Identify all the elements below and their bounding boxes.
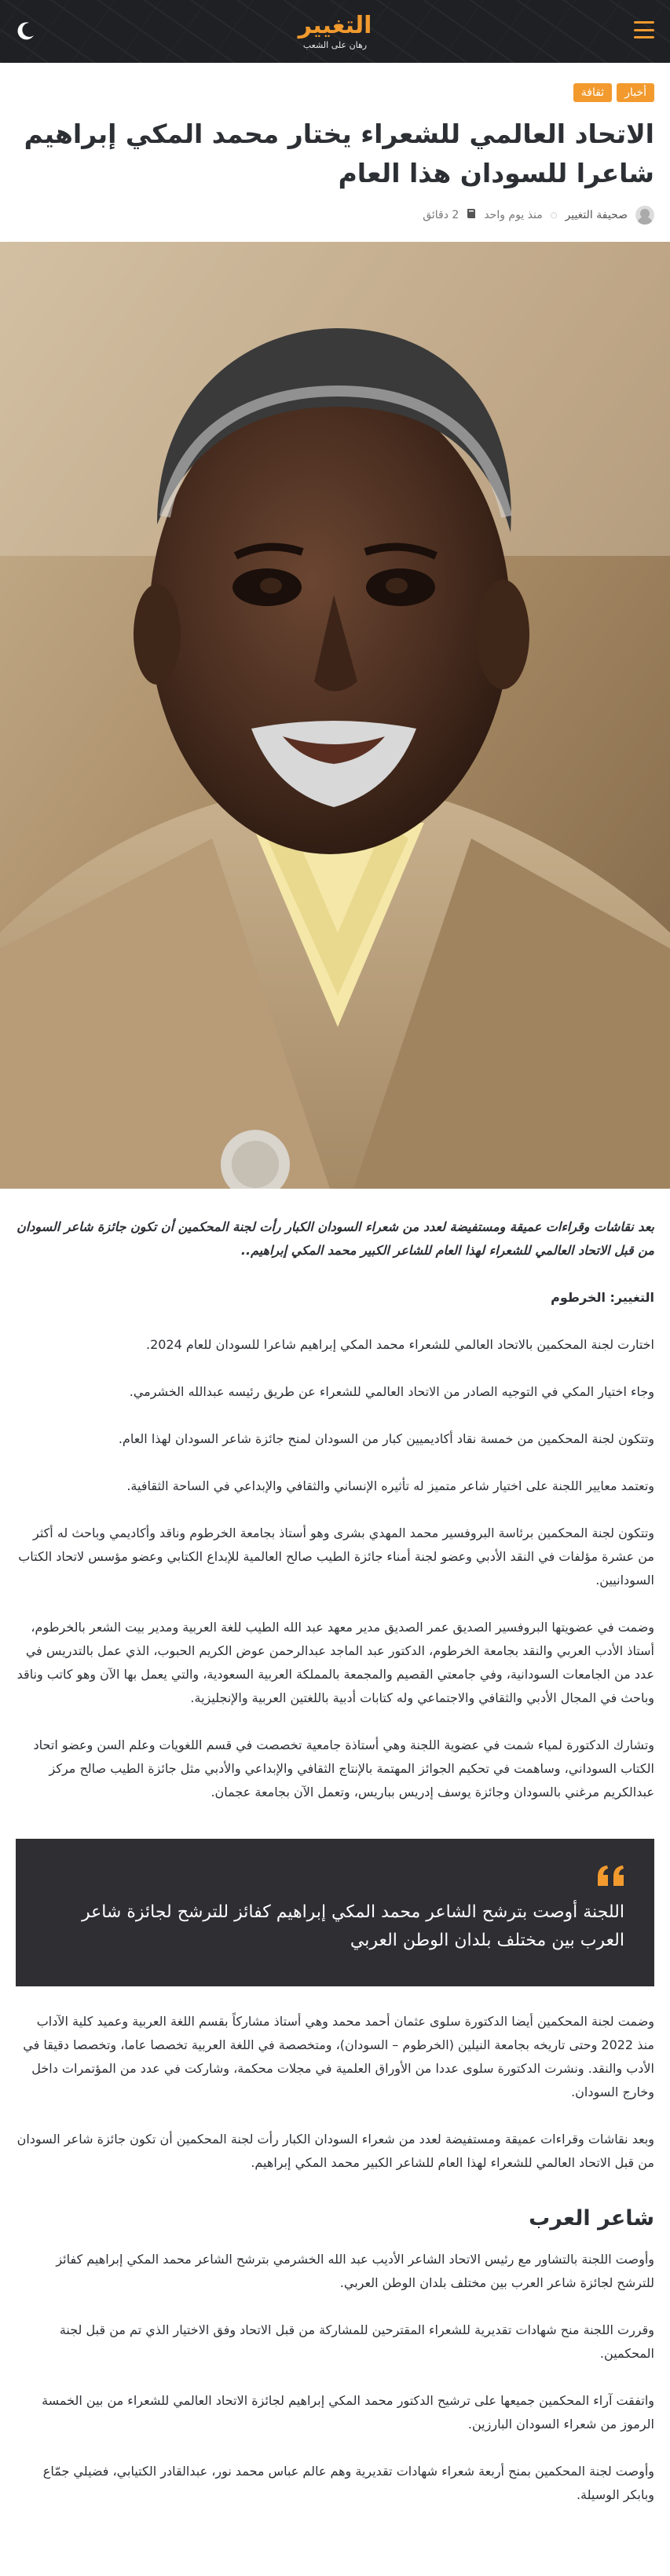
article-paragraph: وتتكون لجنة المحكمين برئاسة البروفسير محمد المهدي بشرى وهو أستاذ بجامعة الخرطوم وناقد وأكاديمي وباحث له أكثر من عشرة مؤلفات في النقد الأدبي وعضو لجنة أمناء جائزة الطيب صالح العالمية للإبداع الكتابي وعضو مؤسس لاتحاد الكتاب السودانيين. [18, 1526, 654, 1588]
category-list [16, 83, 654, 102]
article-lead: بعد نقاشات وقراءات عميقة ومستفيضة لعدد من شعراء السودان الكبار رأت لجنة المحكمين أن تكون جائزة شاعر السودان من قبل الاتحاد العالمي للشعراء لهذا العام للشاعر الكبير محمد المكي إبراهيم.. [16, 1219, 654, 1258]
category-tag-news[interactable]: أخبار [617, 83, 654, 102]
quote-icon [598, 1865, 624, 1886]
article-header [0, 63, 670, 242]
article-paragraph: وضمت في عضويتها البروفسير الصديق عمر الصديق مدير معهد عبد الله الطيب للغة العربية ومدير بيت الشعر بالخرطوم، أستاذ الأدب العربي والنقد بجامعة الخرطوم، الدكتور عبد الماجد عبدالرحمن عوض الكريم الحبوب، الذي عمل بالتدريس في عدد من الجامعات السودانية، وفي جامعتي القصيم والمجمعة بالمملكة العربية السعودية، والتي يعمل بها الآن وهو كاتب وناقد وباحث في المجال الأدبي والثقافي والاجتماعي وله كتابات أدبية باللغتين العربية والإنجليزية. [16, 1620, 654, 1705]
book-icon [467, 208, 476, 222]
portrait-illustration [0, 242, 670, 1189]
article-meta [16, 206, 654, 242]
article-paragraph: اختارت لجنة المحكمين بالاتحاد العالمي للشعراء محمد المكي إبراهيم شاعرا للسودان للعام 2024. [145, 1337, 654, 1352]
publish-time: منذ يوم واحد [484, 209, 543, 221]
article-paragraph: وتعتمد معايير اللجنة على اختيار شاعر متميز له تأثيره الإنساني والثقافي والإبداعي في الساحة الثقافية. [126, 1478, 654, 1493]
site-logo[interactable] [298, 11, 372, 50]
article-title: الاتحاد العالمي للشعراء يختار محمد المكي إبراهيم شاعرا للسودان هذا العام [24, 119, 654, 188]
article-paragraph: وأوصت لجنة المحكمين بمنح أربعة شعراء شهادات تقديرية وهم عالم عباس محمد نور، عبدالقادر الكتيابي، فضيلي جمّاع وبابكر الوسيلة. [42, 2464, 654, 2502]
article-paragraph: وجاء اختيار المكي في التوجيه الصادر من الاتحاد العالمي للشعراء عن طريق رئيسه عبدالله الخشرمي. [129, 1384, 654, 1399]
article-paragraph: واتفقت آراء المحكمين جميعها على ترشيح الدكتور محمد المكي إبراهيم لجائزة الاتحاد العالمي للشعراء من بين الخمسة الرموز من شعراء السودان البارزين. [42, 2393, 654, 2432]
category-tag-culture[interactable]: ثقافة [573, 83, 612, 102]
author-avatar[interactable] [635, 206, 654, 225]
article-paragraph: وأوصت اللجنة بالتشاور مع رئيس الاتحاد الشاعر الأديب عبد الله الخشرمي بترشح الشاعر محمد المكي إبراهيم كفائز للترشح لجائزة شاعر العرب بين مختلف بلدان الوطن العربي. [56, 2252, 654, 2290]
logo-text: التغيير [298, 11, 372, 39]
article-dateline: التغيير: الخرطوم [551, 1290, 654, 1305]
author-name[interactable]: صحيفة التغيير [565, 209, 628, 221]
pull-quote [16, 1839, 654, 1986]
meta-separator: ○ [550, 210, 558, 220]
read-time: 2 دقائق [423, 209, 459, 221]
article-paragraph: وتتكون لجنة المحكمين من خمسة نقاد أكاديميين كبار من السودان لمنح جائزة شاعر السودان لهذا العام. [118, 1431, 654, 1446]
pull-quote-text: اللجنة أوصت بترشح الشاعر محمد المكي إبراهيم كفائز للترشح لجائزة شاعر العرب بين مختلف بلدان الوطن العربي [81, 1902, 624, 1950]
article-body [0, 1189, 670, 2538]
section-subheading: شاعر العرب [529, 2206, 654, 2231]
hamburger-menu-icon[interactable] [634, 21, 654, 38]
moon-icon[interactable] [14, 19, 38, 42]
logo-tagline: رهان على الشعب [302, 39, 368, 50]
article-paragraph: وقررت اللجنة منح شهادات تقديرية للشعراء المقترحين للمشاركة من قبل الاتحاد وفق الاختيار الذي تم من قبل لجنة المحكمين. [59, 2322, 654, 2361]
featured-image-poet-portrait [0, 242, 670, 1189]
article-paragraph: وتشارك الدكتورة لمياء شمت في عضوية اللجنة وهي أستاذة جامعية تخصصت في قسم اللغويات وعلم السن وعضو اتحاد الكتاب السوداني، وساهمت في تحكيم الجوائز المهتمة بالإنتاج الثقافي والإبداعي والأدبي مثل جائزة الطيب صالح مركز عبدالكريم مرغني بالسودان وجائزة يوسف إدريس بباريس، وتعمل الآن بجامعة عجمان. [33, 1737, 654, 1800]
site-header [0, 0, 670, 63]
article-paragraph: وبعد نقاشات وقراءات عميقة ومستفيضة لعدد من شعراء السودان الكبار رأت لجنة المحكمين أن تكون جائزة شاعر السودان من قبل الاتحاد العالمي للشعراء لهذا العام للشاعر الكبير محمد المكي إبراهيم. [16, 2132, 654, 2170]
article-paragraph: وضمت لجنة المحكمين أيضا الدكتورة سلوى عثمان أحمد محمد وهي أستاذ مشاركاً بقسم اللغة العربية وعميد كلية الآداب منذ 2022 وحتى تاريخه بجامعة النيلين (الخرطوم – السودان)، ومتخصصة في اللغة العربية تخصصا عاما، وتخصصا دقيقا في الأدب والنقد. ونشرت الدكتورة سلوى عددا من الأوراق العلمية في مجلات محكمة، وشاركت في عدد من المؤتمرات داخل وخارج السودان. [23, 2014, 654, 2099]
